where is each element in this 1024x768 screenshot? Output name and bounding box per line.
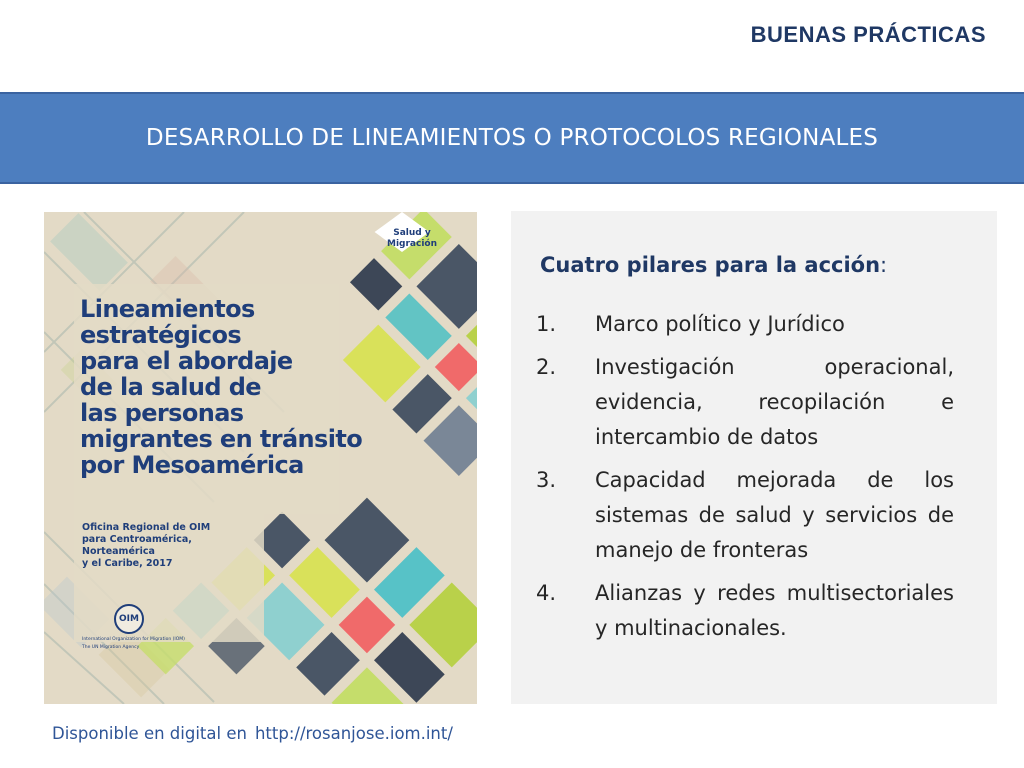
availability-note xyxy=(52,724,453,743)
list-item-number: 2. xyxy=(536,355,557,379)
pillars-list xyxy=(536,307,954,654)
list-item-number: 4. xyxy=(536,581,557,605)
logo-org-name: International Organization for Migration (IOM) xyxy=(82,637,185,642)
list-item-number: 1. xyxy=(536,312,557,336)
list-item xyxy=(536,463,954,568)
pillars-heading: Cuatro pilares para la acción: xyxy=(540,253,888,277)
list-item xyxy=(536,307,954,342)
slide-title: DESARROLLO DE LINEAMIENTOS O PROTOCOLOS REGIONALES xyxy=(145,125,879,151)
website-link[interactable]: http://rosanjose.iom.int/ xyxy=(254,724,453,743)
list-item-text: Marco político y Jurídico xyxy=(595,312,845,336)
list-item xyxy=(536,350,954,455)
cover-badge-text: Salud y Migración xyxy=(386,228,437,249)
title-banner xyxy=(0,92,1024,184)
section-kicker: BUENAS PRÁCTICAS xyxy=(750,22,986,47)
publication-cover-image xyxy=(44,212,477,704)
cover-title: Lineamientos estratégicos para el abordaje de la salud de las personas migrantes en tránsito por Mesoamérica xyxy=(80,295,363,479)
list-item-number: 3. xyxy=(536,468,557,492)
logo-tagline: The UN Migration Agency xyxy=(82,645,140,650)
list-item-text: Investigación operacional, evidencia, recopilación e intercambio de datos xyxy=(595,355,954,449)
cover-subtitle: Oficina Regional de OIM para Centroamérica, Norteamérica y el Caribe, 2017 xyxy=(82,522,211,569)
availability-label: Disponible en digital en xyxy=(52,724,247,743)
iom-logo xyxy=(82,604,222,650)
list-item xyxy=(536,576,954,646)
list-item-text: Capacidad mejorada de los sistemas de salud y servicios de manejo de fronteras xyxy=(595,468,954,562)
list-item-text: Alianzas y redes multisectoriales y multinacionales. xyxy=(595,581,954,640)
pillars-panel xyxy=(511,211,997,704)
un-emblem-icon: OIM xyxy=(114,604,144,634)
